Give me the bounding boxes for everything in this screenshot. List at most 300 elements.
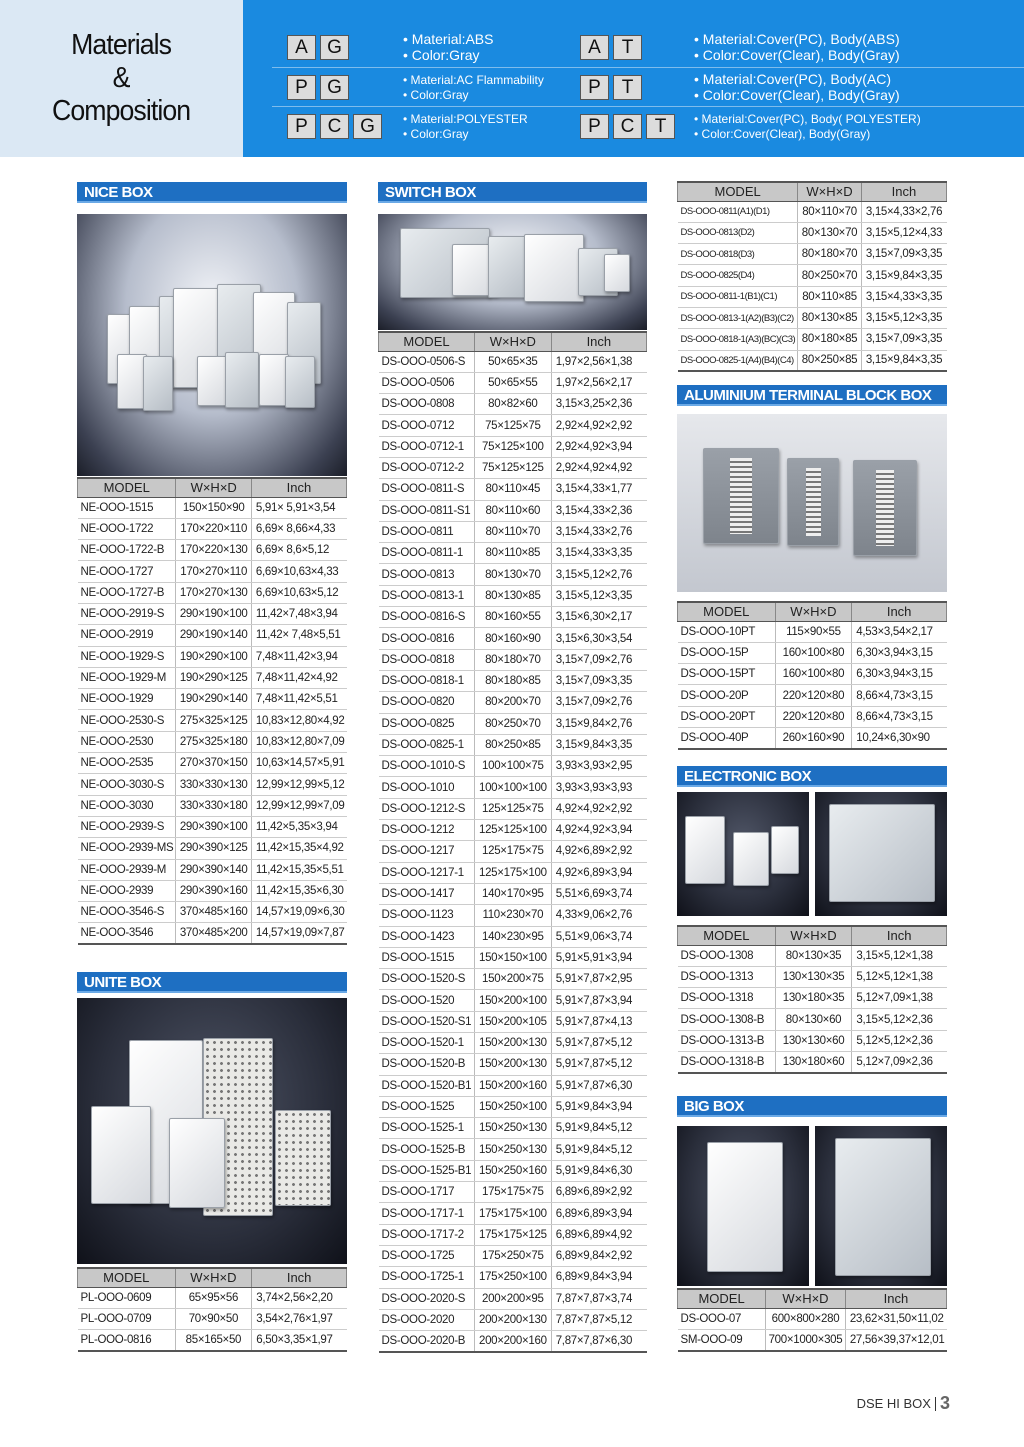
inch-cell: 10,63×14,57×5,91 <box>251 753 346 774</box>
model-cell: DS-OOO-1520-S1 <box>379 1011 475 1032</box>
unite-box-photo <box>77 998 347 1264</box>
dimensions-cell: 600×800×280 <box>766 1308 846 1329</box>
model-cell: NE-OOO-1722-B <box>78 540 176 561</box>
table-row <box>379 436 647 457</box>
inch-cell: 5,91× 5,91×3,54 <box>251 497 346 518</box>
dimensions-cell: 190×290×140 <box>176 689 251 710</box>
inch-cell: 6,69× 8,6×5,12 <box>251 540 346 561</box>
material-code-letter: P <box>287 114 316 139</box>
table-row <box>678 222 947 243</box>
dimensions-cell: 270×370×150 <box>176 753 251 774</box>
table-row <box>379 543 647 564</box>
inch-cell: 7,87×7,87×5,12 <box>551 1309 646 1330</box>
table-row <box>678 1329 947 1350</box>
inch-cell: 3,15×5,12×2,76 <box>551 564 646 585</box>
table-row <box>379 756 647 777</box>
model-cell: DS-OOO-1725-1 <box>379 1267 475 1288</box>
model-cell: DS-OOO-1525 <box>379 1096 475 1117</box>
dimensions-cell: 50×65×55 <box>474 372 551 393</box>
aluminium-box-table <box>677 601 947 750</box>
table-row <box>78 710 347 731</box>
inch-cell: 5,51×6,69×3,74 <box>551 883 646 904</box>
material-code-letter: A <box>287 35 316 60</box>
model-cell: DS-OOO-0811-1(B1)(C1) <box>678 286 798 307</box>
inch-cell: 6,69×10,63×4,33 <box>251 561 346 582</box>
dimensions-cell: 150×200×130 <box>474 1033 551 1054</box>
dimensions-cell: 370×485×160 <box>176 902 251 923</box>
model-cell: DS-OOO-1318 <box>678 988 776 1009</box>
table-row <box>78 923 347 944</box>
inch-cell: 3,15×7,09×3,35 <box>551 670 646 691</box>
material-description <box>694 71 900 103</box>
dimensions-cell: 100×100×100 <box>474 777 551 798</box>
inch-cell: 23,62×31,50×11,02 <box>845 1308 946 1329</box>
dimensions-cell: 80×130×70 <box>798 222 862 243</box>
table-row <box>379 905 647 926</box>
dimensions-cell: 80×160×55 <box>474 607 551 628</box>
model-cell: DS-OOO-0506-S <box>379 351 475 372</box>
table-row <box>379 372 647 393</box>
dimensions-cell: 275×325×180 <box>176 731 251 752</box>
column-header: MODEL <box>678 1289 766 1308</box>
model-cell: DS-OOO-0811-S1 <box>379 500 475 521</box>
model-cell: DS-OOO-20PT <box>678 706 776 727</box>
table-row <box>379 1288 647 1309</box>
inch-cell: 5,91×7,87×3,94 <box>551 990 646 1011</box>
column-header: Inch <box>852 602 947 621</box>
inch-cell: 3,15×3,25×2,36 <box>551 394 646 415</box>
inch-cell: 6,89×6,89×4,92 <box>551 1224 646 1245</box>
model-cell: NE-OOO-2530 <box>78 731 176 752</box>
model-cell: DS-OOO-0506 <box>379 372 475 393</box>
table-header-row <box>678 1289 947 1308</box>
material-description <box>403 73 544 103</box>
table-row <box>379 1224 647 1245</box>
table-header-row <box>678 926 947 945</box>
dimensions-cell: 190×290×125 <box>176 667 251 688</box>
table-row <box>379 564 647 585</box>
dimensions-cell: 290×390×160 <box>176 880 251 901</box>
table-row <box>379 457 647 478</box>
dimensions-cell: 160×100×80 <box>775 664 852 685</box>
column-header: W×H×D <box>798 182 862 201</box>
table-row <box>678 201 947 222</box>
column-header: Inch <box>551 332 646 351</box>
material-code-group <box>287 75 349 100</box>
inch-cell: 4,92×4,92×3,94 <box>551 820 646 841</box>
material-code-letter: P <box>580 114 609 139</box>
table-row <box>78 582 347 603</box>
inch-cell: 5,91×9,84×6,30 <box>551 1160 646 1181</box>
table-row <box>379 1309 647 1330</box>
table-row <box>379 692 647 713</box>
dimensions-cell: 80×110×85 <box>798 286 862 307</box>
material-code-letter: C <box>613 114 642 139</box>
inch-cell: 11,42×15,35×4,92 <box>251 838 346 859</box>
model-cell: DS-OOO-1717-1 <box>379 1203 475 1224</box>
inch-cell: 5,91×9,84×3,94 <box>551 1096 646 1117</box>
table-header-row <box>78 1268 347 1287</box>
model-cell: DS-OOO-0808 <box>379 394 475 415</box>
dimensions-cell: 170×220×130 <box>176 540 251 561</box>
dimensions-cell: 330×330×130 <box>176 774 251 795</box>
model-cell: NE-OOO-1929-S <box>78 646 176 667</box>
dimensions-cell: 175×250×100 <box>474 1267 551 1288</box>
inch-cell: 8,66×4,73×3,15 <box>852 706 947 727</box>
model-cell: DS-OOO-2020 <box>379 1309 475 1330</box>
model-cell: NE-OOO-1727 <box>78 561 176 582</box>
switch-box-variant-table <box>677 181 947 372</box>
inch-cell: 11,42×15,35×6,30 <box>251 880 346 901</box>
dimensions-cell: 85×165×50 <box>175 1330 252 1351</box>
inch-cell: 1,97×2,56×2,17 <box>551 372 646 393</box>
materials-row <box>272 67 1024 106</box>
inch-cell: 5,51×9,06×3,74 <box>551 926 646 947</box>
dimensions-cell: 80×82×60 <box>474 394 551 415</box>
model-cell: DS-OOO-0825-1 <box>379 734 475 755</box>
table-header-row <box>678 602 947 621</box>
dimensions-cell: 175×250×75 <box>474 1245 551 1266</box>
inch-cell: 3,15×7,09×2,76 <box>551 692 646 713</box>
material-description <box>403 112 528 142</box>
dimensions-cell: 290×390×100 <box>176 816 251 837</box>
materials-row <box>272 106 1024 145</box>
table-row <box>379 670 647 691</box>
model-cell: DS-OOO-1725 <box>379 1245 475 1266</box>
model-cell: DS-OOO-1520-B1 <box>379 1075 475 1096</box>
table-row <box>678 642 947 663</box>
table-row <box>379 798 647 819</box>
inch-cell: 5,12×5,12×1,38 <box>852 966 947 987</box>
page-number: 3 <box>939 1393 950 1413</box>
dimensions-cell: 50×65×35 <box>474 351 551 372</box>
material-code-group <box>287 114 382 139</box>
inch-cell: 3,93×3,93×2,95 <box>551 756 646 777</box>
inch-cell: 5,91×7,87×2,95 <box>551 969 646 990</box>
table-row <box>78 667 347 688</box>
column-header: W×H×D <box>775 602 852 621</box>
column-header: W×H×D <box>766 1289 846 1308</box>
model-cell: DS-OOO-1123 <box>379 905 475 926</box>
dimensions-cell: 150×200×130 <box>474 1054 551 1075</box>
model-cell: DS-OOO-0811-1 <box>379 543 475 564</box>
table-row <box>678 988 947 1009</box>
column-header: Inch <box>861 182 946 201</box>
dimensions-cell: 80×130×85 <box>474 585 551 606</box>
section-title-switch-box: SWITCH BOX <box>378 182 647 203</box>
inch-cell: 10,83×12,80×4,92 <box>251 710 346 731</box>
dimensions-cell: 125×125×100 <box>474 820 551 841</box>
material-code-letter: A <box>580 35 609 60</box>
electronic-box-photo-1 <box>677 792 809 916</box>
table-row <box>379 1118 647 1139</box>
dimensions-cell: 75×125×125 <box>474 457 551 478</box>
inch-cell: 5,12×5,12×2,36 <box>852 1030 947 1051</box>
table-row <box>379 500 647 521</box>
inch-cell: 3,15×6,30×3,54 <box>551 628 646 649</box>
section-title-electronic-box: ELECTRONIC BOX <box>677 766 947 787</box>
material-description-line: • Color:Gray <box>403 88 469 102</box>
table-row <box>379 649 647 670</box>
dimensions-cell: 150×250×100 <box>474 1096 551 1117</box>
model-cell: DS-OOO-0825 <box>379 713 475 734</box>
footer-brand: DSE HI BOX <box>856 1396 931 1411</box>
model-cell: DS-OOO-0816-S <box>379 607 475 628</box>
dimensions-cell: 290×390×125 <box>176 838 251 859</box>
electronic-box-table <box>677 925 947 1074</box>
table-row <box>678 945 947 966</box>
model-cell: DS-OOO-0712-2 <box>379 457 475 478</box>
page-title: Materials & Composition <box>52 29 191 127</box>
model-cell: NE-OOO-2530-S <box>78 710 176 731</box>
dimensions-cell: 125×125×75 <box>474 798 551 819</box>
inch-cell: 3,15×5,12×2,36 <box>852 1009 947 1030</box>
model-cell: DS-OOO-1010-S <box>379 756 475 777</box>
model-cell: NE-OOO-1515 <box>78 497 176 518</box>
column-header: Inch <box>251 478 346 497</box>
dimensions-cell: 170×270×130 <box>176 582 251 603</box>
material-description-line: • Color:Cover(Clear), Body(Gray) <box>694 47 900 63</box>
materials-row <box>272 28 1024 67</box>
model-cell: DS-OOO-1717-2 <box>379 1224 475 1245</box>
model-cell: DS-OOO-0816 <box>379 628 475 649</box>
dimensions-cell: 80×180×70 <box>798 244 862 265</box>
material-code-letter: P <box>287 75 316 100</box>
inch-cell: 4,92×6,89×3,94 <box>551 862 646 883</box>
model-cell: DS-OOO-0811-S <box>379 479 475 500</box>
table-row <box>379 777 647 798</box>
dimensions-cell: 275×325×125 <box>176 710 251 731</box>
dimensions-cell: 290×190×100 <box>176 603 251 624</box>
model-cell: NE-OOO-2535 <box>78 753 176 774</box>
table-row <box>379 479 647 500</box>
dimensions-cell: 130×180×35 <box>775 988 852 1009</box>
table-row <box>678 1051 947 1072</box>
table-row <box>379 1331 647 1352</box>
model-cell: NE-OOO-3546 <box>78 923 176 944</box>
table-row <box>379 521 647 542</box>
dimensions-cell: 80×130×35 <box>775 945 852 966</box>
dimensions-cell: 80×110×85 <box>474 543 551 564</box>
dimensions-cell: 190×290×100 <box>176 646 251 667</box>
inch-cell: 5,91×7,87×4,13 <box>551 1011 646 1032</box>
model-cell: DS-OOO-0825-1(A4)(B4)(C4) <box>678 350 798 371</box>
model-cell: SM-OOO-09 <box>678 1329 766 1350</box>
model-cell: DS-OOO-0813(D2) <box>678 222 798 243</box>
table-row <box>379 862 647 883</box>
material-code-letter: G <box>353 114 382 139</box>
table-row <box>379 947 647 968</box>
model-cell: NE-OOO-2939-MS <box>78 838 176 859</box>
model-cell: DS-OOO-1308 <box>678 945 776 966</box>
model-cell: DS-OOO-1217 <box>379 841 475 862</box>
material-code-letter: T <box>613 75 642 100</box>
table-row <box>379 713 647 734</box>
dimensions-cell: 220×120×80 <box>775 685 852 706</box>
table-row <box>678 286 947 307</box>
aluminium-box-photo <box>677 414 947 592</box>
model-cell: NE-OOO-2939 <box>78 880 176 901</box>
inch-cell: 12,99×12,99×7,09 <box>251 795 346 816</box>
model-cell: PL-OOO-0709 <box>78 1308 176 1329</box>
table-row <box>379 926 647 947</box>
dimensions-cell: 290×390×140 <box>176 859 251 880</box>
material-description <box>403 31 494 63</box>
inch-cell: 11,42×7,48×3,94 <box>251 603 346 624</box>
inch-cell: 6,69×10,63×5,12 <box>251 582 346 603</box>
table-row <box>379 1096 647 1117</box>
model-cell: DS-OOO-0818 <box>379 649 475 670</box>
column-header: W×H×D <box>176 478 251 497</box>
dimensions-cell: 175×175×100 <box>474 1203 551 1224</box>
inch-cell: 3,15×4,33×2,36 <box>551 500 646 521</box>
table-row <box>379 969 647 990</box>
inch-cell: 4,92×4,92×2,92 <box>551 798 646 819</box>
table-row <box>78 731 347 752</box>
inch-cell: 5,91×7,87×5,12 <box>551 1033 646 1054</box>
dimensions-cell: 150×250×160 <box>474 1160 551 1181</box>
table-row <box>379 841 647 862</box>
table-row <box>379 1011 647 1032</box>
dimensions-cell: 80×180×85 <box>798 329 862 350</box>
model-cell: NE-OOO-2939-M <box>78 859 176 880</box>
inch-cell: 14,57×19,09×7,87 <box>251 923 346 944</box>
table-row <box>678 706 947 727</box>
table-row <box>379 1182 647 1203</box>
model-cell: DS-OOO-1212-S <box>379 798 475 819</box>
inch-cell: 3,15×9,84×3,35 <box>551 734 646 755</box>
inch-cell: 3,15×6,30×2,17 <box>551 607 646 628</box>
nice-box-photo <box>77 214 347 476</box>
model-cell: DS-OOO-1525-B <box>379 1139 475 1160</box>
column-header: MODEL <box>678 926 776 945</box>
inch-cell: 3,54×2,76×1,97 <box>252 1308 347 1329</box>
model-cell: DS-OOO-1318-B <box>678 1051 776 1072</box>
dimensions-cell: 115×90×55 <box>775 621 852 642</box>
table-row <box>379 351 647 372</box>
inch-cell: 6,30×3,94×3,15 <box>852 664 947 685</box>
table-row <box>78 625 347 646</box>
dimensions-cell: 80×160×90 <box>474 628 551 649</box>
dimensions-cell: 150×200×75 <box>474 969 551 990</box>
material-code-group <box>580 114 675 139</box>
table-row <box>78 518 347 539</box>
model-cell: NE-OOO-1929-M <box>78 667 176 688</box>
inch-cell: 2,92×4,92×4,92 <box>551 457 646 478</box>
dimensions-cell: 80×110×60 <box>474 500 551 521</box>
column-header: Inch <box>852 926 947 945</box>
inch-cell: 7,87×7,87×3,74 <box>551 1288 646 1309</box>
dimensions-cell: 80×130×85 <box>798 307 862 328</box>
model-cell: DS-OOO-1313-B <box>678 1030 776 1051</box>
dimensions-cell: 80×130×60 <box>775 1009 852 1030</box>
inch-cell: 4,33×9,06×2,76 <box>551 905 646 926</box>
model-cell: DS-OOO-0813-1(A2)(B3)(C2) <box>678 307 798 328</box>
model-cell: DS-OOO-0712 <box>379 415 475 436</box>
model-cell: DS-OOO-0818-1 <box>379 670 475 691</box>
dimensions-cell: 80×250×70 <box>474 713 551 734</box>
column-header: MODEL <box>678 602 776 621</box>
switch-box-photo <box>378 214 647 330</box>
inch-cell: 14,57×19,09×6,30 <box>251 902 346 923</box>
dimensions-cell: 290×190×140 <box>176 625 251 646</box>
dimensions-cell: 330×330×180 <box>176 795 251 816</box>
dimensions-cell: 80×180×85 <box>474 670 551 691</box>
table-row <box>78 497 347 518</box>
inch-cell: 3,15×4,33×1,77 <box>551 479 646 500</box>
inch-cell: 11,42× 7,48×5,51 <box>251 625 346 646</box>
model-cell: DS-OOO-15P <box>678 642 776 663</box>
model-cell: DS-OOO-0818-1(A3)(BC)(C3) <box>678 329 798 350</box>
inch-cell: 5,91×7,87×5,12 <box>551 1054 646 1075</box>
inch-cell: 3,15×9,84×3,35 <box>861 265 946 286</box>
dimensions-cell: 80×130×70 <box>474 564 551 585</box>
material-description-line: • Material:Cover(PC), Body( POLYESTER) <box>694 112 921 126</box>
dimensions-cell: 170×270×110 <box>176 561 251 582</box>
dimensions-cell: 125×175×75 <box>474 841 551 862</box>
model-cell: NE-OOO-1722 <box>78 518 176 539</box>
model-cell: DS-OOO-1217-1 <box>379 862 475 883</box>
model-cell: NE-OOO-3030-S <box>78 774 176 795</box>
material-description-line: • Material:Cover(PC), Body(ABS) <box>694 31 900 47</box>
material-code-letter: P <box>580 75 609 100</box>
section-title-unite-box: UNITE BOX <box>77 972 347 993</box>
column-header: MODEL <box>78 478 176 497</box>
inch-cell: 11,42×15,35×5,51 <box>251 859 346 880</box>
model-cell: DS-OOO-15PT <box>678 664 776 685</box>
table-row <box>379 1033 647 1054</box>
material-description-line: • Color:Cover(Clear), Body(Gray) <box>694 127 871 141</box>
nice-box-table <box>77 477 347 945</box>
section-title-nice-box: NICE BOX <box>77 182 347 203</box>
inch-cell: 3,15×7,09×3,35 <box>861 244 946 265</box>
inch-cell: 10,83×12,80×7,09 <box>251 731 346 752</box>
table-row <box>379 1054 647 1075</box>
table-row <box>78 603 347 624</box>
inch-cell: 1,97×2,56×1,38 <box>551 351 646 372</box>
inch-cell: 3,15×4,33×2,76 <box>551 521 646 542</box>
table-row <box>379 585 647 606</box>
table-row <box>78 880 347 901</box>
inch-cell: 5,91×9,84×5,12 <box>551 1139 646 1160</box>
model-cell: DS-OOO-1520-S <box>379 969 475 990</box>
table-row <box>379 1203 647 1224</box>
page-footer <box>857 1393 950 1414</box>
column-header: Inch <box>252 1268 347 1287</box>
model-cell: DS-OOO-1308-B <box>678 1009 776 1030</box>
table-row <box>678 329 947 350</box>
dimensions-cell: 370×485×200 <box>176 923 251 944</box>
inch-cell: 5,12×7,09×2,36 <box>852 1051 947 1072</box>
dimensions-cell: 65×95×56 <box>175 1287 252 1308</box>
model-cell: DS-OOO-2020-S <box>379 1288 475 1309</box>
table-row <box>379 1160 647 1181</box>
model-cell: NE-OOO-1727-B <box>78 582 176 603</box>
table-row <box>678 664 947 685</box>
table-row <box>678 685 947 706</box>
material-description-line: • Material:ABS <box>403 31 494 47</box>
inch-cell: 2,92×4,92×3,94 <box>551 436 646 457</box>
table-row <box>379 628 647 649</box>
material-description-line: • Material:POLYESTER <box>403 112 528 126</box>
table-row <box>379 415 647 436</box>
dimensions-cell: 80×110×70 <box>474 521 551 542</box>
model-cell: NE-OOO-3546-S <box>78 902 176 923</box>
inch-cell: 3,74×2,56×2,20 <box>252 1287 347 1308</box>
table-row <box>678 1030 947 1051</box>
model-cell: DS-OOO-0825(D4) <box>678 265 798 286</box>
big-box-photo-1 <box>677 1126 809 1286</box>
